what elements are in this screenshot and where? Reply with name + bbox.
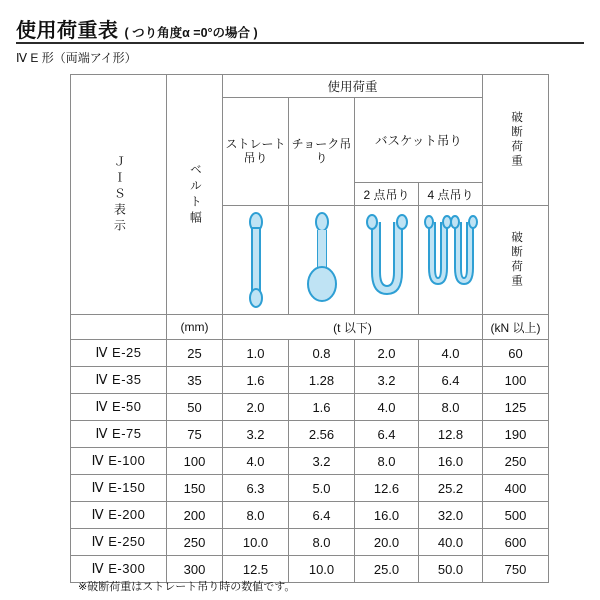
cell-basket2: 4.0: [355, 394, 419, 421]
header-choke: [289, 98, 355, 206]
cell-straight: 4.0: [223, 448, 289, 475]
cell-break: 500: [483, 502, 549, 529]
page-title-main: 使用荷重表: [16, 20, 119, 42]
table-units-row: [71, 315, 549, 340]
cell-basket2: 2.0: [355, 340, 419, 367]
cell-straight: 2.0: [223, 394, 289, 421]
header-straight-label: ストレート吊り: [225, 136, 286, 166]
title-divider: [16, 42, 584, 44]
table-row: [71, 529, 549, 556]
cell-choke: 6.4: [289, 502, 355, 529]
cell-straight: 10.0: [223, 529, 289, 556]
cell-basket4: 4.0: [419, 340, 483, 367]
cell-straight: 1.0: [223, 340, 289, 367]
unit-belt: (mm): [167, 315, 223, 340]
table-row: [71, 394, 549, 421]
cell-belt: 75: [167, 421, 223, 448]
cell-choke: 10.0: [289, 556, 355, 583]
cell-choke: 1.6: [289, 394, 355, 421]
cell-jis: Ⅳ E-50: [71, 394, 167, 421]
breaking-load-header-cell: [483, 206, 549, 315]
table-row: [71, 340, 549, 367]
cell-break: 60: [483, 340, 549, 367]
cell-choke: 3.2: [289, 448, 355, 475]
breaking-load-vertical-label: 破断荷重: [510, 231, 523, 289]
cell-straight: 6.3: [223, 475, 289, 502]
header-belt-width-label: ベルト幅: [188, 162, 203, 227]
cell-choke: 5.0: [289, 475, 355, 502]
cell-belt: 35: [167, 367, 223, 394]
header-basket-group: バスケット吊り: [355, 98, 483, 183]
cell-basket4: 32.0: [419, 502, 483, 529]
cell-straight: 8.0: [223, 502, 289, 529]
cell-break: 750: [483, 556, 549, 583]
table-row: [71, 502, 549, 529]
cell-basket2: 12.6: [355, 475, 419, 502]
cell-break: 600: [483, 529, 549, 556]
cell-break: 125: [483, 394, 549, 421]
cell-straight: 3.2: [223, 421, 289, 448]
page-title: [16, 14, 258, 43]
cell-belt: 250: [167, 529, 223, 556]
table-header-row-1: [71, 75, 549, 98]
footnote: ※破断荷重はストレート吊り時の数値です。: [78, 581, 296, 593]
cell-basket4: 6.4: [419, 367, 483, 394]
cell-belt: 25: [167, 340, 223, 367]
cell-break: 100: [483, 367, 549, 394]
unit-jis: [71, 315, 167, 340]
unit-break: (kN 以上): [483, 315, 549, 340]
header-choke-label: チョーク吊り: [291, 136, 352, 166]
cell-jis: Ⅳ E-35: [71, 367, 167, 394]
cell-break: 250: [483, 448, 549, 475]
cell-basket2: 6.4: [355, 421, 419, 448]
cell-jis: Ⅳ E-200: [71, 502, 167, 529]
load-table: [70, 74, 549, 583]
table-row: [71, 367, 549, 394]
cell-belt: 150: [167, 475, 223, 502]
header-straight: [223, 98, 289, 206]
cell-jis: Ⅳ E-250: [71, 529, 167, 556]
cell-basket4: 16.0: [419, 448, 483, 475]
cell-jis: Ⅳ E-25: [71, 340, 167, 367]
basket-4point-diagram: [419, 206, 483, 315]
cell-choke: 0.8: [289, 340, 355, 367]
cell-belt: 50: [167, 394, 223, 421]
unit-load: (t 以下): [223, 315, 483, 340]
cell-basket4: 8.0: [419, 394, 483, 421]
load-table-wrapper: [70, 74, 549, 583]
cell-jis: Ⅳ E-100: [71, 448, 167, 475]
choke-sling-diagram: [289, 206, 355, 315]
cell-choke: 8.0: [289, 529, 355, 556]
cell-basket4: 25.2: [419, 475, 483, 502]
cell-basket2: 3.2: [355, 367, 419, 394]
cell-basket2: 8.0: [355, 448, 419, 475]
header-breaking-load-label: 破断荷重: [510, 111, 523, 169]
cell-break: 400: [483, 475, 549, 502]
straight-sling-diagram: [223, 206, 289, 315]
cell-choke: 2.56: [289, 421, 355, 448]
cell-basket4: 50.0: [419, 556, 483, 583]
cell-belt: 100: [167, 448, 223, 475]
header-breaking-load: [483, 75, 549, 206]
cell-break: 190: [483, 421, 549, 448]
cell-basket2: 25.0: [355, 556, 419, 583]
table-row: [71, 448, 549, 475]
header-working-load-group: 使用荷重: [223, 75, 483, 98]
header-jis: [71, 75, 167, 315]
cell-straight: 12.5: [223, 556, 289, 583]
header-basket-2pt: 2 点吊り: [355, 183, 419, 206]
cell-jis: Ⅳ E-150: [71, 475, 167, 502]
header-basket-4pt: 4 点吊り: [419, 183, 483, 206]
cell-choke: 1.28: [289, 367, 355, 394]
cell-jis: Ⅳ E-75: [71, 421, 167, 448]
cell-belt: 300: [167, 556, 223, 583]
cell-jis: Ⅳ E-300: [71, 556, 167, 583]
basket-2point-diagram: [355, 206, 419, 315]
table-row: [71, 475, 549, 502]
cell-straight: 1.6: [223, 367, 289, 394]
table-row: [71, 421, 549, 448]
header-belt-width: [167, 75, 223, 315]
cell-basket2: 20.0: [355, 529, 419, 556]
cell-belt: 200: [167, 502, 223, 529]
header-jis-label: ＪＩＳ表示: [112, 154, 127, 235]
page-title-condition: ( つり角度α =0°の場合 ): [124, 26, 258, 40]
sling-type-label: Ⅳ E 形（両端アイ形）: [16, 51, 137, 65]
cell-basket2: 16.0: [355, 502, 419, 529]
cell-basket4: 12.8: [419, 421, 483, 448]
cell-basket4: 40.0: [419, 529, 483, 556]
